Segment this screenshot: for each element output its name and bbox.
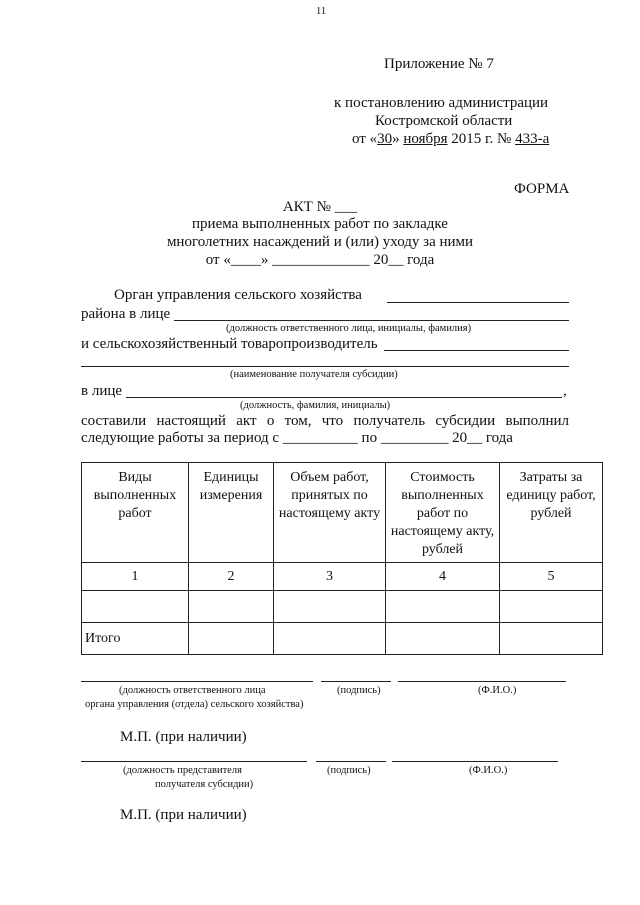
signature-line-name-2	[392, 761, 558, 762]
district-blank	[174, 320, 569, 321]
table-header-row	[82, 463, 603, 563]
act-statement: составили настоящий акт о том, что получатель субсидии выполнил	[81, 413, 569, 429]
decree-date	[352, 131, 549, 148]
hint-official: (должность ответственного лица, инициалы, фамилия)	[226, 323, 472, 334]
producer-blank-2	[81, 366, 569, 367]
signature-line-name-1	[398, 681, 566, 682]
total-label: Итого	[82, 623, 189, 655]
act-date: от «____» _____________ 20__ года	[205, 252, 435, 268]
person-blank	[126, 397, 562, 398]
table-cell	[189, 591, 274, 623]
table-cell	[500, 591, 603, 623]
producer-blank	[384, 350, 569, 351]
decree-line-2: Костромской области	[375, 113, 513, 129]
agency-blank	[387, 302, 569, 303]
hint-position: (должность, фамилия, инициалы)	[240, 400, 391, 411]
table-cell	[189, 623, 274, 655]
producer-label: и сельскохозяйственный товаропроизводитель	[81, 336, 378, 352]
table-total-row	[82, 623, 603, 655]
table-number-row	[82, 563, 603, 591]
date-mid: »	[392, 131, 404, 147]
sig1-name-caption: (Ф.И.О.)	[478, 685, 517, 696]
column-number: 5	[500, 563, 603, 591]
stamp-note-2: М.П. (при наличии)	[120, 807, 247, 823]
date-prefix: от «	[352, 131, 378, 147]
signature-line-sign-2	[316, 761, 386, 762]
works-table	[81, 462, 603, 655]
date-month: ноября	[403, 131, 448, 147]
signature-line-position-2	[81, 761, 307, 762]
district-label: района в лице	[81, 306, 171, 322]
column-number: 4	[386, 563, 500, 591]
column-number: 1	[82, 563, 189, 591]
person-comma: ,	[563, 383, 567, 399]
table-cell	[274, 591, 386, 623]
act-title: АКТ № ___	[282, 199, 358, 215]
date-year: 2015 г. №	[447, 131, 516, 147]
sig2-name-caption: (Ф.И.О.)	[469, 765, 508, 776]
table-cell	[274, 623, 386, 655]
appendix-label: Приложение № 7	[384, 56, 494, 72]
table-cell	[386, 591, 500, 623]
header-cell: Стоимость выполненных работ по настоящему акту, рублей	[386, 463, 500, 563]
header-cell: Единицы измерения	[189, 463, 274, 563]
sig2-position-caption: (должность представителя	[123, 765, 242, 776]
form-label: ФОРМА	[514, 181, 570, 197]
decree-line-1: к постановлению администрации	[334, 95, 549, 111]
hint-recipient: (наименование получателя субсидии)	[230, 369, 398, 380]
act-subtitle-1: приема выполненных работ по закладке	[192, 216, 448, 232]
person-label: в лице	[81, 383, 123, 399]
sig1-sign-caption: (подпись)	[337, 685, 381, 696]
table-cell	[386, 623, 500, 655]
column-number: 2	[189, 563, 274, 591]
table-cell	[500, 623, 603, 655]
signature-line-position-1	[81, 681, 313, 682]
agency-label: Орган управления сельского хозяйства	[114, 287, 362, 303]
period-line: следующие работы за период с __________ по _________ 20__ года	[81, 430, 513, 446]
sig1-position-caption: (должность ответственного лица	[119, 685, 266, 696]
column-number: 3	[274, 563, 386, 591]
table-cell	[82, 591, 189, 623]
table-row	[82, 591, 603, 623]
sig2-position-caption-2: получателя субсидии)	[155, 779, 254, 790]
page-number: 11	[316, 6, 327, 17]
decree-number: 433-а	[515, 131, 550, 147]
signature-line-sign-1	[321, 681, 391, 682]
stamp-note-1: М.П. (при наличии)	[120, 729, 247, 745]
act-subtitle-2: многолетних насаждений и (или) уходу за ними	[166, 234, 474, 250]
header-cell: Виды выполненных работ	[82, 463, 189, 563]
sig2-sign-caption: (подпись)	[327, 765, 371, 776]
sig1-position-caption-2: органа управления (отдела) сельского хозяйства)	[85, 699, 304, 710]
header-cell: Затраты за единицу работ, рублей	[500, 463, 603, 563]
date-day: 30	[377, 131, 393, 147]
header-cell: Объем работ, принятых по настоящему акту	[274, 463, 386, 563]
